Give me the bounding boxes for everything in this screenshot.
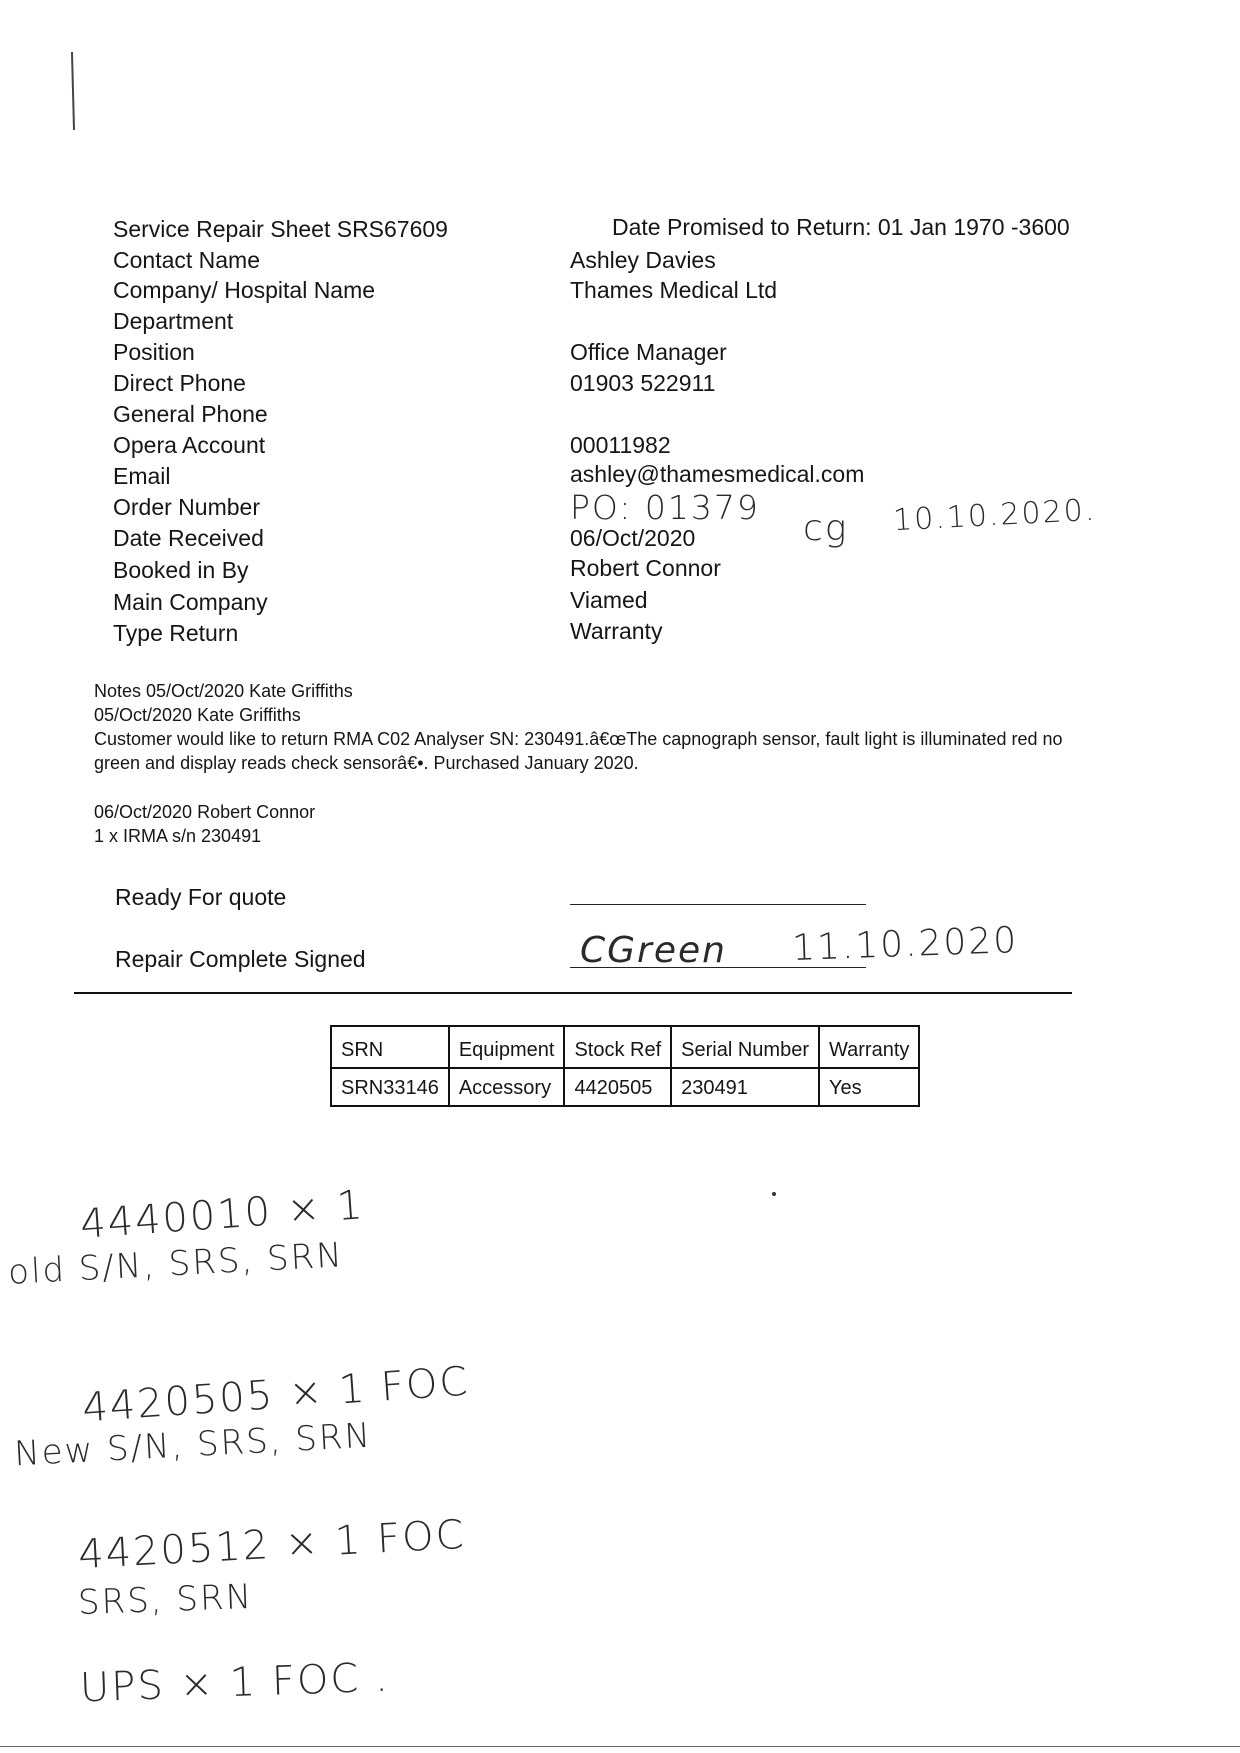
- date-promised: Date Promised to Return: 01 Jan 1970 -3600: [612, 214, 1070, 240]
- value-contact-name: Ashley Davies: [570, 247, 716, 273]
- handwritten-po-number: PO: 01379: [570, 488, 760, 527]
- section-divider: [74, 992, 1072, 994]
- ready-for-quote-label: Ready For quote: [115, 884, 287, 910]
- value-booked-in-by: Robert Connor: [570, 555, 721, 581]
- stray-pen-mark: [71, 52, 75, 130]
- value-email: ashley@thamesmedical.com: [570, 461, 865, 487]
- label-email: Email: [113, 463, 171, 489]
- label-position: Position: [113, 339, 195, 365]
- label-opera-account: Opera Account: [113, 432, 266, 458]
- table-row: [331, 1068, 919, 1106]
- label-company: Company/ Hospital Name: [113, 277, 376, 303]
- notes-line: 06/Oct/2020 Robert Connor: [94, 802, 316, 822]
- handwritten-note-line: old S/N, SRS, SRN: [7, 1235, 345, 1293]
- value-company: Thames Medical Ltd: [570, 277, 778, 303]
- col-header-equipment: Equipment: [449, 1026, 565, 1068]
- handwritten-signature: CGreen: [580, 930, 727, 971]
- label-contact-name: Contact Name: [113, 247, 261, 273]
- table-header-row: [331, 1026, 919, 1068]
- col-header-warranty: Warranty: [819, 1026, 919, 1068]
- cell-stock-ref: 4420505: [564, 1068, 671, 1106]
- handwritten-initials: cg: [803, 508, 849, 549]
- label-main-company: Main Company: [113, 589, 268, 615]
- value-main-company: Viamed: [570, 587, 648, 613]
- handwritten-signed-date: 11.10.2020: [791, 920, 1019, 969]
- col-header-stock-ref: Stock Ref: [564, 1026, 671, 1068]
- notes-line: Customer would like to return RMA C02 Analyser SN: 230491.â€œThe capnograph sensor, fault light is illuminated red no: [94, 729, 1063, 749]
- label-type-return: Type Return: [113, 620, 239, 646]
- label-date-received: Date Received: [113, 525, 264, 551]
- label-order-number: Order Number: [113, 494, 260, 520]
- label-department: Department: [113, 308, 234, 334]
- label-direct-phone: Direct Phone: [113, 370, 246, 396]
- repair-complete-label: Repair Complete Signed: [115, 946, 366, 972]
- page-bottom-edge: [0, 1746, 1240, 1747]
- notes-line: 1 x IRMA s/n 230491: [94, 826, 262, 846]
- col-header-srn: SRN: [331, 1026, 449, 1068]
- label-general-phone: General Phone: [113, 401, 268, 427]
- handwritten-note-line: 4420512 × 1 FOC: [77, 1511, 467, 1579]
- value-direct-phone: 01903 522911: [570, 370, 716, 396]
- handwritten-note-line: UPS × 1 FOC .: [79, 1654, 391, 1712]
- cell-warranty: Yes: [819, 1068, 919, 1106]
- handwritten-note-line: New S/N, SRS, SRN: [13, 1415, 373, 1475]
- handwritten-note-line: 4440010 × 1: [78, 1182, 366, 1248]
- cell-serial-number: 230491: [671, 1068, 819, 1106]
- stray-dot: [772, 1192, 776, 1196]
- cell-equipment: Accessory: [449, 1068, 565, 1106]
- equipment-table: [330, 1025, 920, 1107]
- ready-for-quote-signature-line: [570, 904, 866, 905]
- value-opera-account: 00011982: [570, 432, 671, 458]
- notes-line: 05/Oct/2020 Kate Griffiths: [94, 705, 301, 725]
- value-date-received: 06/Oct/2020: [570, 525, 696, 551]
- value-position: Office Manager: [570, 339, 727, 365]
- value-type-return: Warranty: [570, 618, 663, 644]
- col-header-serial-number: Serial Number: [671, 1026, 819, 1068]
- label-booked-in-by: Booked in By: [113, 557, 249, 583]
- notes-line: Notes 05/Oct/2020 Kate Griffiths: [94, 681, 353, 701]
- sheet-title: Service Repair Sheet SRS67609: [113, 216, 448, 242]
- handwritten-note-line: 4420505 × 1 FOC: [80, 1358, 471, 1432]
- notes-line: green and display reads check sensorâ€•. Purchased January 2020.: [94, 753, 639, 773]
- handwritten-note-line: SRS, SRN: [77, 1576, 254, 1624]
- handwritten-po-date: 10.10.2020.: [892, 492, 1098, 539]
- cell-srn: SRN33146: [331, 1068, 449, 1106]
